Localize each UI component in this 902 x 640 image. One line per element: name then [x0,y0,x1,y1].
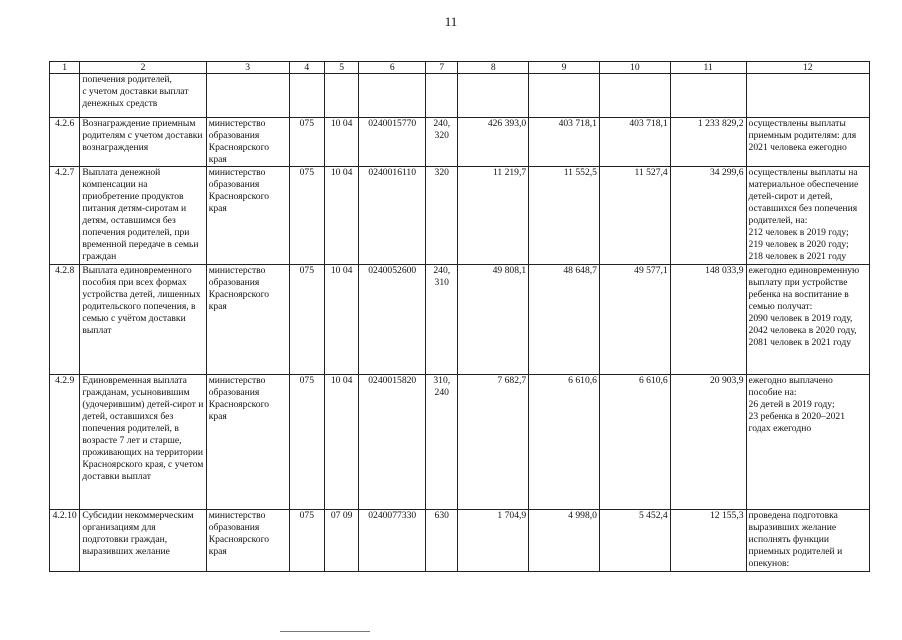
target-article-cell: 0240077330 [359,510,426,572]
result-cell: осуществлены выплаты на материальное обеспечение детей-сирот и детей, оставшихся без попечения родителей, на: 212 человек в 2019 году; 219 человек в 2020 году; 218 человек в 2021 году [746,167,869,265]
target-article-cell [359,74,426,118]
expense-type-cell: 240, 310 [426,265,458,375]
amount-total-cell: 34 299,6 [670,167,746,265]
table-row [50,510,870,572]
table-row [50,74,870,118]
amount-total-cell [670,74,746,118]
amount-total-cell: 1 233 829,2 [670,118,746,167]
section-cell: 10 04 [324,265,358,375]
amount-2020-cell: 11 552,5 [529,167,600,265]
column-header: 12 [746,62,869,74]
column-header: 2 [80,62,206,74]
expense-type-cell: 630 [426,510,458,572]
executor-cell: министерство образования Красноярского края [206,375,289,510]
row-number-cell: 4.2.6 [50,118,80,167]
grbs-cell: 075 [289,375,324,510]
table-row [50,265,870,375]
section-cell: 10 04 [324,118,358,167]
measure-name-cell: Субсидии некоммерческим организациям для подготовки граждан, выразивших желание [80,510,206,572]
amount-total-cell: 12 155,3 [670,510,746,572]
column-header: 5 [324,62,358,74]
amount-2020-cell: 4 998,0 [529,510,600,572]
expense-type-cell: 310, 240 [426,375,458,510]
column-header: 4 [289,62,324,74]
section-cell: 07 09 [324,510,358,572]
column-header: 8 [458,62,529,74]
measure-name-cell: Вознаграждение приемным родителям с учетом доставки вознаграждения [80,118,206,167]
table-row [50,118,870,167]
row-number-cell: 4.2.8 [50,265,80,375]
row-number-cell: 4.2.10 [50,510,80,572]
scan-mark-line [280,631,370,632]
measure-name-cell: Выплата единовременного пособия при всех формах устройства детей, лишенных родительского попечения, в семью с учётом доставки выплат [80,265,206,375]
result-cell: ежегодно выплачено пособие на: 26 детей в 2019 году; 23 ребенка в 2020–2021 годах ежегодно [746,375,869,510]
executor-cell [206,74,289,118]
column-header: 9 [529,62,600,74]
executor-cell: министерство образования Красноярского края [206,167,289,265]
expense-type-cell: 320 [426,167,458,265]
target-article-cell: 0240016110 [359,167,426,265]
amount-total-cell: 148 033,9 [670,265,746,375]
result-cell: ежегодно единовременную выплату при устройстве ребенка на воспитание в семью получат: 2090 человек в 2019 году, 2042 человека в 2020 году, 2081 человек в 2021 году [746,265,869,375]
expense-type-cell [426,74,458,118]
measure-name-cell: Единовременная выплата гражданам, усыновившим (удочерившим) детей-сирот и детей, оставшихся без попечения родителей, в возрасте 7 лет и старше, проживающих на территории Красноярского края, с учетом доставки выплат [80,375,206,510]
grbs-cell: 075 [289,118,324,167]
column-header: 3 [206,62,289,74]
program-table [49,61,870,572]
result-cell [746,74,869,118]
executor-cell: министерство образования Красноярского края [206,510,289,572]
column-header: 6 [359,62,426,74]
grbs-cell: 075 [289,167,324,265]
amount-total-cell: 20 903,9 [670,375,746,510]
row-number-cell: 4.2.9 [50,375,80,510]
target-article-cell: 0240015820 [359,375,426,510]
section-cell: 10 04 [324,375,358,510]
section-cell [324,74,358,118]
header-row [50,62,870,74]
column-header: 1 [50,62,80,74]
row-number-cell: 4.2.7 [50,167,80,265]
amount-2020-cell: 403 718,1 [529,118,600,167]
result-cell: проведена подготовка выразивших желание исполнять функции приемных родителей и опекунов: [746,510,869,572]
amount-2021-cell: 6 610,6 [599,375,670,510]
amount-2019-cell: 7 682,7 [458,375,529,510]
amount-2021-cell: 49 577,1 [599,265,670,375]
section-cell: 10 04 [324,167,358,265]
page-number: 11 [444,14,458,29]
target-article-cell: 0240052600 [359,265,426,375]
grbs-cell [289,74,324,118]
amount-2019-cell: 49 808,1 [458,265,529,375]
result-cell: осуществлены выплаты приемным родителям: для 2021 человека ежегодно [746,118,869,167]
amount-2019-cell: 426 393,0 [458,118,529,167]
column-header: 11 [670,62,746,74]
amount-2020-cell [529,74,600,118]
amount-2021-cell [599,74,670,118]
amount-2021-cell: 5 452,4 [599,510,670,572]
table-row [50,375,870,510]
amount-2021-cell: 403 718,1 [599,118,670,167]
amount-2019-cell: 1 704,9 [458,510,529,572]
column-header: 10 [599,62,670,74]
column-header: 7 [426,62,458,74]
executor-cell: министерство образования Красноярского края [206,265,289,375]
grbs-cell: 075 [289,265,324,375]
amount-2020-cell: 6 610,6 [529,375,600,510]
amount-2019-cell: 11 219,7 [458,167,529,265]
expense-type-cell: 240, 320 [426,118,458,167]
target-article-cell: 0240015770 [359,118,426,167]
row-number-cell [50,74,80,118]
table-row [50,167,870,265]
executor-cell: министерство образования Красноярского края [206,118,289,167]
amount-2020-cell: 48 648,7 [529,265,600,375]
amount-2021-cell: 11 527,4 [599,167,670,265]
measure-name-cell: попечения родителей, с учетом доставки выплат денежных средств [80,74,206,118]
amount-2019-cell [458,74,529,118]
measure-name-cell: Выплата денежной компенсации на приобретение продуктов питания детям-сиротам и детям, оставшимся без попечения родителей, при временной передаче в семьи граждан [80,167,206,265]
grbs-cell: 075 [289,510,324,572]
